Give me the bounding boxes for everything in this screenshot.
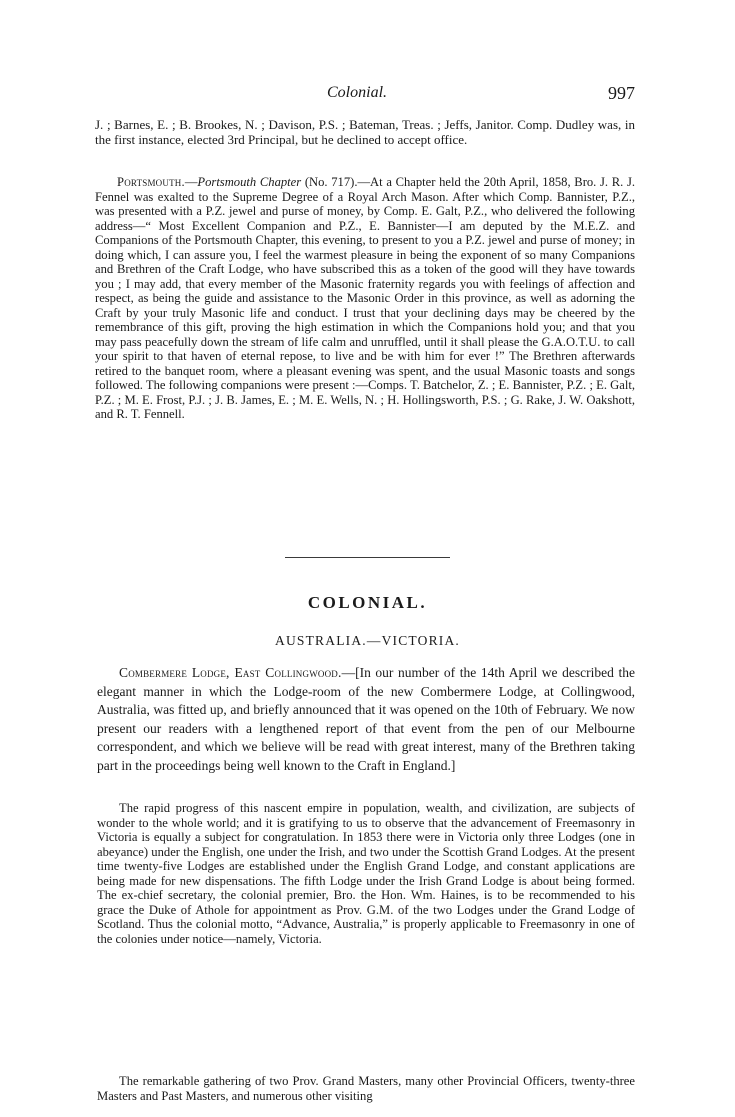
paragraph-gathering bbox=[97, 1074, 635, 1103]
paragraph-text: The remarkable gathering of two Prov. Grand Masters, many other Provincial Officers, twenty-three Masters and Past Masters, and numerous other visiting bbox=[97, 1074, 635, 1103]
paragraph-progress bbox=[97, 801, 635, 946]
page-number: 997 bbox=[608, 83, 635, 103]
chapter-name: Portsmouth Chapter bbox=[197, 175, 302, 189]
paragraph-text: (No. 717).—At a Chapter held the 20th April, 1858, Bro. J. R. J. Fennel was exalted to the Supreme Degree of a Royal Arch Mason. After which Comp. Bannister, P.Z., was presented with a P.Z. jewel and purse of money, by Comp. E. Galt, P.Z., who delivered the following address—“ Most Excellent Companion and P.Z., E. Bannister—I am deputed by the M.E.Z. and Companions of the Portsmouth Chapter, this evening, to present to you a P.Z. jewel and purse of money; in doing which, I can assure you, I feel the warmest pleasure in being the exponent of so many Companions and Brethren of the Craft Lodge, who have subscribed this as a token of the good will they have towards you ; I may add, that every member of the Masonic fraternity regards you with feelings of affection and respect, as being the guide and assistance to the Masonic Order in this province, as well as adorning the Craft by your truly Masonic life and conduct. I trust that your declining days may be cheered by the remembrance of this gift, proving the high estimation in which the Companions hold you; and that you may pass peacefully down the stream of life calm and unruffled, until it shall please the G.A.O.T.U. to call your spirit to that haven of eternal repose, to live and be with him for ever !” The Brethren afterwards retired to the banquet room, where a pleasant evening was spent, and the usual Masonic toasts and songs followed. The following companions were present :—Comps. T. Batchelor, Z. ; E. Bannister, P.Z. ; E. Galt, P.Z. ; M. E. Frost, P.J. ; J. B. James, E. ; M. E. Wells, N. ; H. Hollingsworth, P.S. ; G. Rake, J. W. Oakshott, and R. T. Fennell. bbox=[95, 175, 635, 421]
paragraph-text: J. ; Barnes, E. ; B. Brookes, N. ; Davison, P.S. ; Bateman, Treas. ; Jeffs, Janitor. Comp. Dudley was, in the first instance, elected 3rd Principal, but he declined to accept office. bbox=[95, 117, 635, 148]
lead-in-heading: Portsmouth. bbox=[117, 175, 185, 189]
paragraph-combermere-lodge bbox=[97, 664, 635, 776]
section-divider bbox=[285, 557, 450, 558]
paragraph-text: The rapid progress of this nascent empire in population, wealth, and civilization, are subjects of wonder to the whole world; and it is gratifying to us to observe that the advancement of Freemasonry in Victoria is equally a subject for congratulation. In 1853 there were in Victoria only three Lodges (one in abeyance) under the English, one under the Irish, and two under the Scottish Grand Lodges. At the present time twenty-five Lodges are established under the English Grand Lodge, and constant applications are being made for new dispensations. The fifth Lodge under the Irish Grand Lodge is about being formed. The ex-chief secretary, the colonial premier, Bro. the Hon. Wm. Haines, is to be recommended to his grace the Duke of Athole for appointment as Prov. G.M. of the two Lodges under the Grand Lodge of Scotland. Thus the colonial motto, “Advance, Australia,” is properly applicable to Freemasonry in one of the colonies under notice—namely, Victoria. bbox=[97, 801, 635, 946]
paragraph-chapter-officers bbox=[95, 117, 635, 147]
running-head: Colonial. bbox=[327, 84, 388, 101]
subsection-heading-australia-victoria: AUSTRALIA.—VICTORIA. bbox=[275, 633, 460, 648]
section-heading-colonial: COLONIAL. bbox=[307, 593, 428, 612]
page-header bbox=[95, 84, 635, 108]
paragraph-portsmouth bbox=[95, 175, 635, 422]
paragraph-text: —[In our number of the 14th April we described the elegant manner in which the Lodge-room of the new Combermere Lodge, at Collingwood, Australia, was fitted up, and briefly announced that it was opened on the 10th of February. We now present our readers with a lengthened report of that event from the pen of our Melbourne correspondent, and which we believe will be read with great interest, many of the Brethren taking part in the proceedings being well known to the Craft in England.] bbox=[97, 665, 635, 773]
lead-in-dash: — bbox=[184, 175, 198, 189]
lead-in-heading: Combermere Lodge, East Collingwood. bbox=[119, 665, 342, 680]
